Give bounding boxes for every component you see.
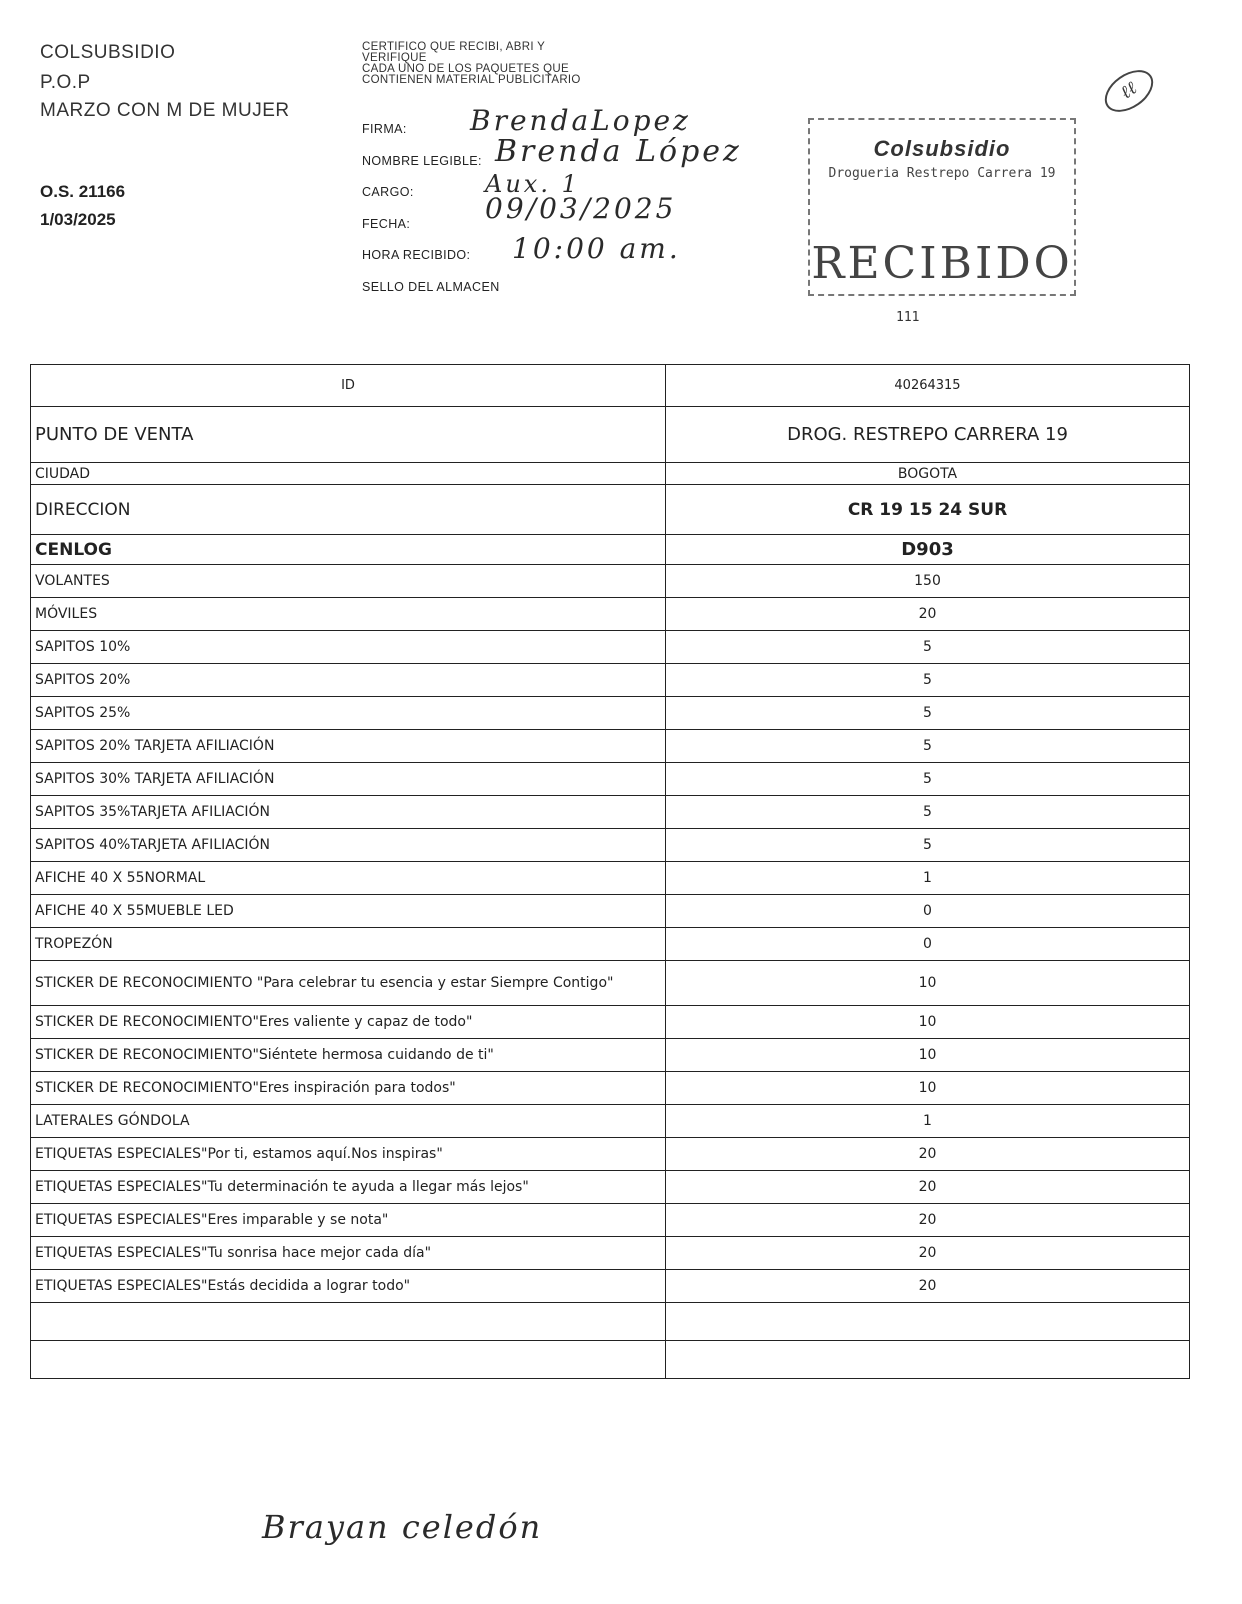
table-row — [31, 598, 1190, 631]
item-qty: 20 — [666, 1270, 1190, 1303]
punto-value: DROG. RESTREPO CARRERA 19 — [666, 407, 1190, 463]
item-qty: 20 — [666, 1138, 1190, 1171]
item-qty: 5 — [666, 829, 1190, 862]
table-row — [31, 928, 1190, 961]
item-label: SAPITOS 25% — [31, 697, 666, 730]
fecha-label: FECHA: — [362, 217, 411, 231]
punto-label: PUNTO DE VENTA — [31, 407, 666, 463]
firma-label: FIRMA: — [362, 122, 407, 136]
certificate-line: CERTIFICO QUE RECIBI, ABRI Y — [362, 41, 546, 53]
table-row — [31, 1105, 1190, 1138]
certificate-text — [362, 42, 581, 86]
nombre-label: NOMBRE LEGIBLE: — [362, 154, 482, 168]
table-row — [31, 763, 1190, 796]
item-qty: 10 — [666, 1006, 1190, 1039]
cenlog-value: D903 — [666, 535, 1190, 565]
item-qty: 5 — [666, 697, 1190, 730]
table-row — [31, 485, 1190, 535]
empty-row — [31, 1341, 1190, 1379]
item-qty: 0 — [666, 928, 1190, 961]
item-qty: 1 — [666, 862, 1190, 895]
item-qty: 1 — [666, 1105, 1190, 1138]
table-row — [31, 697, 1190, 730]
empty-cell — [666, 1303, 1190, 1341]
item-label: TROPEZÓN — [31, 928, 666, 961]
item-label: SAPITOS 20% — [31, 664, 666, 697]
sello-label: SELLO DEL ALMACEN — [362, 280, 500, 294]
nombre-value: Brenda López — [495, 134, 742, 169]
stamp-store: Drogueria Restrepo Carrera 19 — [828, 166, 1056, 181]
order-date: 1/03/2025 — [40, 210, 116, 229]
item-label: AFICHE 40 X 55MUEBLE LED — [31, 895, 666, 928]
item-label: STICKER DE RECONOCIMIENTO "Para celebrar tu esencia y estar Siempre Contigo" — [31, 961, 666, 1006]
id-label: ID — [31, 365, 666, 407]
item-label: AFICHE 40 X 55NORMAL — [31, 862, 666, 895]
empty-row — [31, 1303, 1190, 1341]
item-label: STICKER DE RECONOCIMIENTO"Eres valiente y capaz de todo" — [31, 1006, 666, 1039]
company-name: COLSUBSIDIO — [40, 42, 176, 63]
table-row — [31, 1006, 1190, 1039]
item-label: SAPITOS 35%TARJETA AFILIACIÓN — [31, 796, 666, 829]
table-row — [31, 895, 1190, 928]
cenlog-label: CENLOG — [31, 535, 666, 565]
empty-cell — [666, 1341, 1190, 1379]
item-qty: 20 — [666, 1204, 1190, 1237]
certificate-line: CADA UNO DE LOS PAQUETES QUE — [362, 63, 569, 75]
item-label: VOLANTES — [31, 565, 666, 598]
table-row — [31, 463, 1190, 485]
table-row — [31, 1072, 1190, 1105]
item-label: STICKER DE RECONOCIMIENTO"Siéntete hermosa cuidando de ti" — [31, 1039, 666, 1072]
cargo-label: CARGO: — [362, 185, 414, 199]
item-label: SAPITOS 30% TARJETA AFILIACIÓN — [31, 763, 666, 796]
direccion-value: CR 19 15 24 SUR — [666, 485, 1190, 535]
item-label: LATERALES GÓNDOLA — [31, 1105, 666, 1138]
item-qty: 5 — [666, 664, 1190, 697]
direccion-label: DIRECCION — [31, 485, 666, 535]
item-qty: 20 — [666, 1171, 1190, 1204]
cargo-value: Aux. 1 — [485, 170, 580, 198]
ciudad-label: CIUDAD — [31, 463, 666, 485]
table-row — [31, 1039, 1190, 1072]
item-qty: 150 — [666, 565, 1190, 598]
item-qty: 5 — [666, 631, 1190, 664]
firma-signature: BrendaLopez — [470, 104, 691, 137]
stamp-status: RECIBIDO — [811, 238, 1073, 289]
hora-label: HORA RECIBIDO: — [362, 248, 471, 262]
hora-value: 10:00 am. — [512, 232, 681, 265]
materials-table — [30, 364, 1190, 1379]
table-row — [31, 535, 1190, 565]
table-row — [31, 1171, 1190, 1204]
item-label: MÓVILES — [31, 598, 666, 631]
item-qty: 20 — [666, 598, 1190, 631]
ciudad-value: BOGOTA — [666, 463, 1190, 485]
item-label: STICKER DE RECONOCIMIENTO"Eres inspiración para todos" — [31, 1072, 666, 1105]
item-label: ETIQUETAS ESPECIALES"Tu determinación te ayuda a llegar más lejos" — [31, 1171, 666, 1204]
item-label: ETIQUETAS ESPECIALES"Tu sonrisa hace mejor cada día" — [31, 1237, 666, 1270]
item-qty: 10 — [666, 1039, 1190, 1072]
page-number: 111 — [896, 310, 920, 325]
table-row — [31, 829, 1190, 862]
item-label: SAPITOS 40%TARJETA AFILIACIÓN — [31, 829, 666, 862]
fecha-value: 09/03/2025 — [485, 192, 677, 225]
empty-cell — [31, 1341, 666, 1379]
stamp-brand: Colsubsidio — [873, 136, 1011, 161]
item-qty: 5 — [666, 796, 1190, 829]
table-row — [31, 1237, 1190, 1270]
table-row — [31, 1138, 1190, 1171]
item-label: ETIQUETAS ESPECIALES"Estás decidida a lograr todo" — [31, 1270, 666, 1303]
item-label: SAPITOS 20% TARJETA AFILIACIÓN — [31, 730, 666, 763]
category: P.O.P — [40, 72, 91, 93]
received-stamp — [808, 118, 1076, 296]
table-row — [31, 961, 1190, 1006]
campaign-name: MARZO CON M DE MUJER — [40, 100, 290, 121]
table-row — [31, 365, 1190, 407]
item-qty: 0 — [666, 895, 1190, 928]
table-row — [31, 407, 1190, 463]
item-qty: 5 — [666, 763, 1190, 796]
certificate-line: CONTIENEN MATERIAL PUBLICITARIO — [362, 74, 581, 86]
footer-signature: Brayan celedón — [262, 1508, 543, 1546]
id-value: 40264315 — [666, 365, 1190, 407]
empty-cell — [31, 1303, 666, 1341]
table-row — [31, 730, 1190, 763]
table-row — [31, 565, 1190, 598]
item-qty: 10 — [666, 1072, 1190, 1105]
table-row — [31, 631, 1190, 664]
item-label: SAPITOS 10% — [31, 631, 666, 664]
item-label: ETIQUETAS ESPECIALES"Eres imparable y se nota" — [31, 1204, 666, 1237]
item-qty: 10 — [666, 961, 1190, 1006]
initials-mark: ℓℓ — [1097, 62, 1161, 121]
service-order: O.S. 21166 — [40, 182, 126, 201]
table-row — [31, 796, 1190, 829]
item-label: ETIQUETAS ESPECIALES"Por ti, estamos aquí.Nos inspiras" — [31, 1138, 666, 1171]
table-row — [31, 1270, 1190, 1303]
item-qty: 20 — [666, 1237, 1190, 1270]
table-row — [31, 862, 1190, 895]
table-row — [31, 664, 1190, 697]
certificate-line: VERIFIQUE — [362, 52, 427, 64]
table-row — [31, 1204, 1190, 1237]
item-qty: 5 — [666, 730, 1190, 763]
